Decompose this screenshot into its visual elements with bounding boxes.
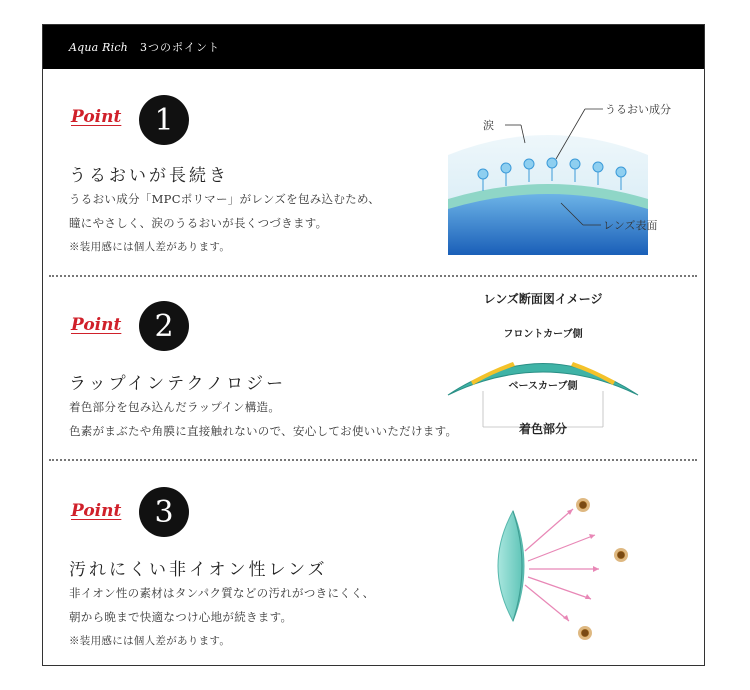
point-number-badge: 3 bbox=[139, 487, 189, 537]
point-label: Point bbox=[71, 107, 122, 127]
header-bar bbox=[43, 25, 704, 69]
point-label: Point bbox=[71, 501, 122, 521]
point-description bbox=[69, 395, 457, 443]
point-section-3 bbox=[43, 461, 704, 665]
description-line: 朝から晩まで快適なつけ心地が続きます。 bbox=[69, 610, 293, 624]
note-text: ※装用感には個人差があります。 bbox=[69, 635, 231, 647]
description-line: 非イオン性の素材はタンパク質などの汚れがつきにくく、 bbox=[69, 586, 375, 600]
points-panel bbox=[42, 24, 705, 666]
description-line: 着色部分を包み込んだラップイン構造。 bbox=[69, 400, 281, 414]
point-section-1 bbox=[43, 73, 704, 273]
front-curve-label: フロントカーブ側 bbox=[503, 329, 583, 340]
point-heading: うるおいが長続き bbox=[69, 166, 229, 186]
lens-surface-label: レンズ表面 bbox=[603, 219, 658, 232]
brand-logo: Aqua Rich bbox=[69, 40, 128, 54]
diagram-title: レンズ断面図イメージ bbox=[483, 292, 603, 306]
colored-part-label: 着色部分 bbox=[518, 422, 568, 436]
lens-cross-section-diagram bbox=[443, 287, 643, 447]
point-number-badge: 1 bbox=[139, 95, 189, 145]
base-curve-label: ベースカーブ側 bbox=[508, 381, 578, 392]
moisture-diagram bbox=[443, 95, 671, 265]
header-title: 3つのポイント bbox=[139, 41, 220, 54]
point-section-2 bbox=[43, 277, 704, 459]
point-heading: 汚れにくい非イオン性レンズ bbox=[69, 560, 328, 580]
moisture-label: うるおい成分 bbox=[605, 103, 671, 116]
note-text: ※装用感には個人差があります。 bbox=[69, 241, 231, 253]
point-description bbox=[69, 187, 380, 259]
description-line: 色素がまぶたや角膜に直接触れないので、安心してお使いいただけます。 bbox=[69, 424, 458, 438]
point-label: Point bbox=[71, 315, 122, 335]
description-line: 瞳にやさしく、涙のうるおいが長くつづきます。 bbox=[69, 216, 328, 230]
dirt-repel-diagram bbox=[473, 481, 633, 641]
point-number-badge: 2 bbox=[139, 301, 189, 351]
point-heading: ラップインテクノロジー bbox=[69, 374, 287, 394]
tear-label: 涙 bbox=[483, 119, 494, 132]
point-description bbox=[69, 581, 374, 653]
description-line: うるおい成分「MPCポリマー」がレンズを包み込むため、 bbox=[69, 192, 381, 206]
